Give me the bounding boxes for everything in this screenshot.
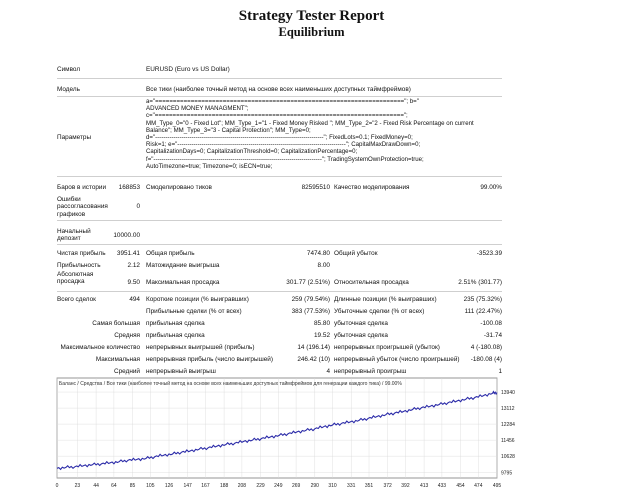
y-tick-label: 13940 bbox=[501, 390, 515, 397]
gross-profit-value: 7474.80 bbox=[306, 250, 330, 257]
x-tick-label: 249 bbox=[274, 483, 283, 489]
expected-payoff-value: 8.00 bbox=[317, 262, 330, 269]
long-label: Длинные позиции (% выигравших) bbox=[334, 296, 437, 303]
model-value: Все тики (наиболее точный метод на основе всех наименьших доступных таймфреймов) bbox=[146, 86, 411, 93]
max-cons-wins-value: 14 (196.14) bbox=[297, 344, 330, 351]
deposit-value: 10000.00 bbox=[113, 232, 140, 239]
x-tick-label: 85 bbox=[129, 483, 136, 489]
max-cons-profit-label: непрерывная прибыль (число выигрышей) bbox=[146, 356, 273, 363]
x-tick-label: 495 bbox=[492, 483, 502, 489]
x-tick-label: 23 bbox=[74, 483, 81, 489]
max-cons-loss-label: непрерывный убыток (число проигрышей) bbox=[334, 356, 460, 363]
params-block bbox=[146, 98, 526, 170]
x-tick-label: 433 bbox=[437, 483, 447, 489]
y-tick-label: 13112 bbox=[501, 406, 515, 413]
avg-cons-losses-value: 1 bbox=[498, 368, 502, 375]
divider bbox=[57, 78, 502, 79]
largest-loss-value: -100.08 bbox=[480, 320, 502, 327]
param-line: f="-----------------------------------------------------------------------------------"; TradingSystemOwnProtection=true; bbox=[146, 155, 424, 163]
x-tick-label: 229 bbox=[256, 483, 265, 489]
total-trades-value: 494 bbox=[129, 296, 140, 303]
gross-loss-value: -3523.39 bbox=[476, 250, 502, 257]
avg-cons-wins-value: 4 bbox=[326, 368, 330, 375]
gross-profit-label: Общая прибыль bbox=[146, 250, 195, 257]
abs-dd-value: 9.50 bbox=[127, 279, 140, 286]
x-axis-ticks bbox=[56, 483, 502, 489]
avg-loss-label: убыточная сделка bbox=[334, 332, 388, 339]
avg-profit-label: прибыльная сделка bbox=[146, 332, 205, 339]
x-tick-label: 269 bbox=[291, 483, 301, 489]
params-label: Параметры bbox=[57, 134, 92, 141]
param-line: c="======================================================================"; bbox=[146, 112, 408, 120]
x-tick-label: 147 bbox=[183, 483, 192, 489]
x-tick-label: 372 bbox=[383, 483, 392, 489]
max-cons-wins-label: непрерывных выигрышей (прибыль) bbox=[146, 344, 255, 351]
max-count-label: Максимальное количество bbox=[60, 344, 140, 351]
param-line: ADVANCED MONEY MANAGMENT"; bbox=[146, 105, 249, 113]
expected-payoff-label: Матожидание выигрыша bbox=[146, 262, 220, 269]
balance-chart bbox=[57, 378, 527, 492]
long-value: 235 (75.32%) bbox=[463, 296, 502, 303]
profit-trades-value: 383 (77.53%) bbox=[291, 308, 330, 315]
max-cons-losses-value: 4 (-180.08) bbox=[470, 344, 502, 351]
max-dd-value: 301.77 (2.51%) bbox=[286, 279, 330, 286]
avg-profit-value: 19.52 bbox=[314, 332, 330, 339]
profit-factor-label: Прибыльность bbox=[57, 262, 101, 269]
symbol-label: Символ bbox=[57, 66, 81, 73]
largest-profit-value: 85.80 bbox=[314, 320, 330, 327]
rel-dd-value: 2.51% (301.77) bbox=[458, 279, 502, 286]
x-tick-label: 64 bbox=[111, 483, 117, 489]
x-tick-label: 167 bbox=[201, 483, 210, 489]
errors-label: Ошибки рассогласования графиков bbox=[57, 196, 108, 218]
y-axis-ticks bbox=[501, 390, 515, 476]
x-tick-label: 188 bbox=[219, 483, 229, 489]
x-tick-label: 208 bbox=[237, 483, 247, 489]
report-title: Strategy Tester Report bbox=[238, 8, 385, 24]
param-line: AutoTimezone=true; Timezone=0; isECN=true; bbox=[146, 162, 273, 170]
x-tick-label: 0 bbox=[55, 483, 59, 489]
ticks-label: Смоделировано тиков bbox=[146, 184, 212, 191]
bars-label: Баров в истории bbox=[57, 184, 107, 191]
net-profit-label: Чистая прибыль bbox=[57, 250, 106, 257]
x-tick-label: 454 bbox=[456, 483, 465, 489]
param-line: Balance"; MM_Type_3="3 - Capital Protection"; MM_Type=0; bbox=[146, 126, 311, 134]
avg-loss-value: -31.74 bbox=[483, 332, 502, 339]
divider bbox=[57, 96, 502, 97]
param-line: MM_Type_0="0 - Fixed Lot"; MM_Type_1="1 - Fixed Money Risked "; MM_Type_2="2 - Fixed Risk Percentage on current bbox=[146, 119, 474, 127]
divider bbox=[57, 291, 502, 292]
x-tick-label: 44 bbox=[93, 483, 99, 489]
loss-trades-value: 111 (22.47%) bbox=[464, 308, 502, 315]
bars-value: 168853 bbox=[118, 184, 140, 191]
divider bbox=[57, 176, 502, 177]
x-tick-label: 474 bbox=[474, 483, 483, 489]
largest-profit-label: прибыльная сделка bbox=[146, 320, 205, 327]
errors-value: 0 bbox=[136, 203, 140, 210]
avg-cons-wins-label: непрерывный выигрыш bbox=[146, 368, 216, 375]
largest-loss-label: убыточная сделка bbox=[334, 320, 388, 327]
param-line: d="-----------------------------------------------------------------------------------"; FixedLots=0.1; FixedMoney=0; bbox=[146, 134, 413, 142]
divider bbox=[57, 220, 502, 221]
quality-label: Качество моделирования bbox=[334, 184, 410, 191]
x-tick-label: 310 bbox=[328, 483, 337, 489]
net-profit-value: 3951.41 bbox=[116, 250, 140, 257]
deposit-label: Начальный депозит bbox=[57, 228, 91, 243]
avg-cons-label: Средний bbox=[114, 368, 140, 375]
average-label: Средняя bbox=[114, 332, 140, 339]
total-trades-label: Всего сделок bbox=[57, 296, 96, 303]
max-dd-label: Максимальная просадка bbox=[146, 279, 220, 286]
profit-trades-label: Прибыльные сделки (% от всех) bbox=[146, 308, 242, 315]
x-tick-label: 290 bbox=[310, 483, 319, 489]
profit-factor-value: 2.12 bbox=[127, 262, 140, 269]
x-tick-label: 126 bbox=[164, 483, 174, 489]
param-line: a="======================================================================"; b=" bbox=[146, 98, 419, 105]
param-line: Risk=1; e="-----------------------------------------------------------------------------------"; CapitalMaxDrawDown=0; bbox=[146, 141, 421, 149]
x-tick-label: 392 bbox=[401, 483, 410, 489]
symbol-value: EURUSD (Euro vs US Dollar) bbox=[146, 66, 230, 73]
x-tick-label: 331 bbox=[347, 483, 356, 489]
model-label: Модель bbox=[57, 86, 80, 93]
avg-cons-losses-label: непрерывный проигрыш bbox=[334, 368, 407, 375]
y-tick-label: 12284 bbox=[501, 422, 515, 429]
y-tick-label: 10628 bbox=[501, 454, 515, 461]
max-cons-loss-value: -180.08 (4) bbox=[470, 356, 502, 363]
y-tick-label: 9795 bbox=[501, 470, 513, 477]
y-tick-label: 11456 bbox=[501, 438, 515, 445]
report-subtitle: Equilibrium bbox=[278, 25, 345, 39]
short-value: 259 (79.54%) bbox=[291, 296, 330, 303]
quality-value: 99.00% bbox=[480, 184, 502, 191]
rel-dd-label: Относительная просадка bbox=[334, 279, 409, 286]
ticks-value: 82595510 bbox=[301, 184, 330, 191]
abs-dd-label: Абсолютная просадка bbox=[57, 271, 94, 286]
param-line: CapitalizationDays=0; CapitalizationThreshold=0; CapitalizationPercentage=0; bbox=[146, 148, 358, 156]
x-tick-label: 413 bbox=[419, 483, 429, 489]
largest-label: Самая большая bbox=[92, 320, 140, 327]
maximal-label: Максимальная bbox=[95, 356, 140, 363]
gross-loss-label: Общий убыток bbox=[334, 250, 378, 257]
short-label: Короткие позиции (% выигравших) bbox=[146, 296, 249, 303]
loss-trades-label: Убыточные сделки (% от всех) bbox=[334, 308, 425, 315]
divider bbox=[57, 244, 502, 245]
plot-frame bbox=[57, 378, 497, 478]
x-tick-label: 351 bbox=[364, 483, 374, 489]
max-cons-losses-label: непрерывных проигрышей (убыток) bbox=[334, 344, 440, 351]
chart-title: Баланс / Средства / Все тики (наиболее точный метод на основе всех наименьших доступных таймфреймов для генерации каждого тика) / 99.00% bbox=[59, 381, 402, 387]
x-tick-label: 105 bbox=[146, 483, 155, 489]
max-cons-profit-value: 246.42 (10) bbox=[297, 356, 330, 363]
